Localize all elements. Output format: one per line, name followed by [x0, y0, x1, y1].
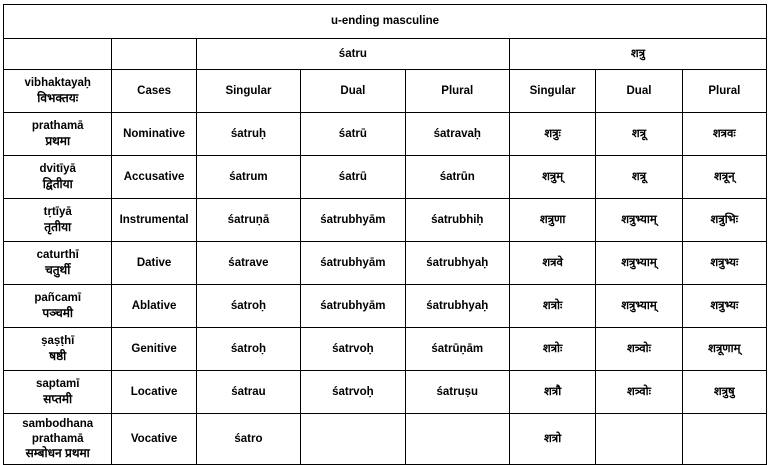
form-dual-iast: śatrvoḥ	[301, 328, 405, 371]
row-label	[4, 199, 112, 242]
form-singular-devanagari: शत्रोः	[509, 328, 595, 371]
declension-table	[3, 4, 767, 465]
vibhaktayah-header-devanagari: विभक्तयः	[37, 90, 79, 105]
table-title: u-ending masculine	[4, 5, 767, 39]
form-dual-iast: śatrū	[301, 156, 405, 199]
form-dual-devanagari: शत्र्वोः	[596, 371, 682, 414]
table-row	[4, 113, 767, 156]
form-singular-iast: śatrave	[196, 242, 300, 285]
dual-header-iast: Dual	[301, 70, 405, 113]
vibhaktayah-header-iast: vibhaktayaḥ	[24, 77, 91, 90]
singular-header-devanagari: Singular	[509, 70, 595, 113]
form-singular-devanagari: शत्रुम्	[509, 156, 595, 199]
form-singular-iast: śatruṇā	[196, 199, 300, 242]
row-label	[4, 414, 112, 465]
case-name: Accusative	[112, 156, 196, 199]
form-dual-devanagari: शत्रुभ्याम्	[596, 285, 682, 328]
form-dual-devanagari: शत्रुभ्याम्	[596, 199, 682, 242]
form-singular-iast: śatrum	[196, 156, 300, 199]
form-dual-devanagari: शत्रू	[596, 156, 682, 199]
form-plural-devanagari: शत्रूणाम्	[682, 328, 766, 371]
form-plural-iast: śatruṣu	[405, 371, 509, 414]
form-plural-devanagari: शत्रुषु	[682, 371, 766, 414]
form-dual-devanagari	[596, 414, 682, 465]
row-label-iast: ṣaṣṭhī	[41, 335, 75, 348]
case-name: Ablative	[112, 285, 196, 328]
table-row	[4, 285, 767, 328]
empty-corner-cell-1	[4, 39, 112, 70]
form-plural-devanagari: शत्रुभ्यः	[682, 242, 766, 285]
form-dual-iast: śatrubhyām	[301, 285, 405, 328]
case-name: Locative	[112, 371, 196, 414]
form-plural-devanagari: शत्रुभ्यः	[682, 285, 766, 328]
script-header-devanagari: शत्रु	[509, 39, 766, 70]
form-plural-iast: śatravaḥ	[405, 113, 509, 156]
case-name: Genitive	[112, 328, 196, 371]
form-singular-devanagari: शत्रुः	[509, 113, 595, 156]
row-label-iast: pañcamī	[34, 292, 82, 305]
table-row	[4, 328, 767, 371]
row-label-devanagari: सप्तमी	[43, 391, 73, 406]
plural-header-iast: Plural	[405, 70, 509, 113]
form-singular-iast: śatruḥ	[196, 113, 300, 156]
row-label-iast: tṛtīyā	[43, 206, 72, 219]
row-label	[4, 328, 112, 371]
table-row	[4, 371, 767, 414]
form-dual-iast: śatrvoḥ	[301, 371, 405, 414]
row-label	[4, 156, 112, 199]
row-label-devanagari: षष्ठी	[49, 348, 67, 363]
form-singular-iast: śatro	[196, 414, 300, 465]
row-label-devanagari: तृतीया	[44, 219, 72, 234]
row-label	[4, 371, 112, 414]
vibhaktayah-header	[4, 70, 112, 113]
form-dual-iast	[301, 414, 405, 465]
row-label-iast: sambodhana prathamā	[22, 418, 94, 445]
row-label	[4, 285, 112, 328]
form-plural-devanagari	[682, 414, 766, 465]
form-singular-iast: śatroḥ	[196, 285, 300, 328]
form-dual-iast: śatrubhyām	[301, 199, 405, 242]
table-row	[4, 156, 767, 199]
singular-header-iast: Singular	[196, 70, 300, 113]
form-plural-iast: śatrūṇām	[405, 328, 509, 371]
case-name: Dative	[112, 242, 196, 285]
case-name: Nominative	[112, 113, 196, 156]
form-singular-devanagari: शत्रवे	[509, 242, 595, 285]
form-singular-devanagari: शत्रोः	[509, 285, 595, 328]
column-header-row	[4, 70, 767, 113]
row-label-iast: dvitīyā	[39, 163, 76, 176]
plural-header-devanagari: Plural	[682, 70, 766, 113]
form-singular-devanagari: शत्रो	[509, 414, 595, 465]
form-plural-iast	[405, 414, 509, 465]
row-label-devanagari: प्रथमा	[45, 133, 71, 148]
form-dual-iast: śatrubhyām	[301, 242, 405, 285]
case-name: Instrumental	[112, 199, 196, 242]
table-row	[4, 242, 767, 285]
form-dual-iast: śatrū	[301, 113, 405, 156]
form-plural-iast: śatrubhiḥ	[405, 199, 509, 242]
form-plural-iast: śatrūn	[405, 156, 509, 199]
row-label-devanagari: द्वितीया	[42, 176, 73, 191]
row-label-iast: caturthī	[36, 249, 79, 262]
row-label-devanagari: पञ्चमी	[42, 305, 73, 320]
form-plural-iast: śatrubhyaḥ	[405, 242, 509, 285]
form-singular-devanagari: शत्रुणा	[509, 199, 595, 242]
row-label-devanagari: चतुर्थी	[45, 262, 71, 277]
table-row	[4, 199, 767, 242]
empty-corner-cell-2	[112, 39, 196, 70]
row-label-iast: saptamī	[35, 378, 80, 391]
form-singular-iast: śatroḥ	[196, 328, 300, 371]
row-label	[4, 113, 112, 156]
cases-header: Cases	[112, 70, 196, 113]
row-label	[4, 242, 112, 285]
form-plural-devanagari: शत्रुभिः	[682, 199, 766, 242]
case-name: Vocative	[112, 414, 196, 465]
form-singular-iast: śatrau	[196, 371, 300, 414]
form-plural-devanagari: शत्रवः	[682, 113, 766, 156]
row-label-devanagari: सम्बोधन प्रथमा	[25, 445, 90, 460]
table-row	[4, 414, 767, 465]
script-header-iast: śatru	[196, 39, 509, 70]
form-dual-devanagari: शत्र्वोः	[596, 328, 682, 371]
table-title-row	[4, 5, 767, 39]
script-header-row	[4, 39, 767, 70]
dual-header-devanagari: Dual	[596, 70, 682, 113]
form-plural-devanagari: शत्रून्	[682, 156, 766, 199]
row-label-iast: prathamā	[31, 120, 84, 133]
form-plural-iast: śatrubhyaḥ	[405, 285, 509, 328]
form-dual-devanagari: शत्रू	[596, 113, 682, 156]
form-dual-devanagari: शत्रुभ्याम्	[596, 242, 682, 285]
form-singular-devanagari: शत्रौ	[509, 371, 595, 414]
